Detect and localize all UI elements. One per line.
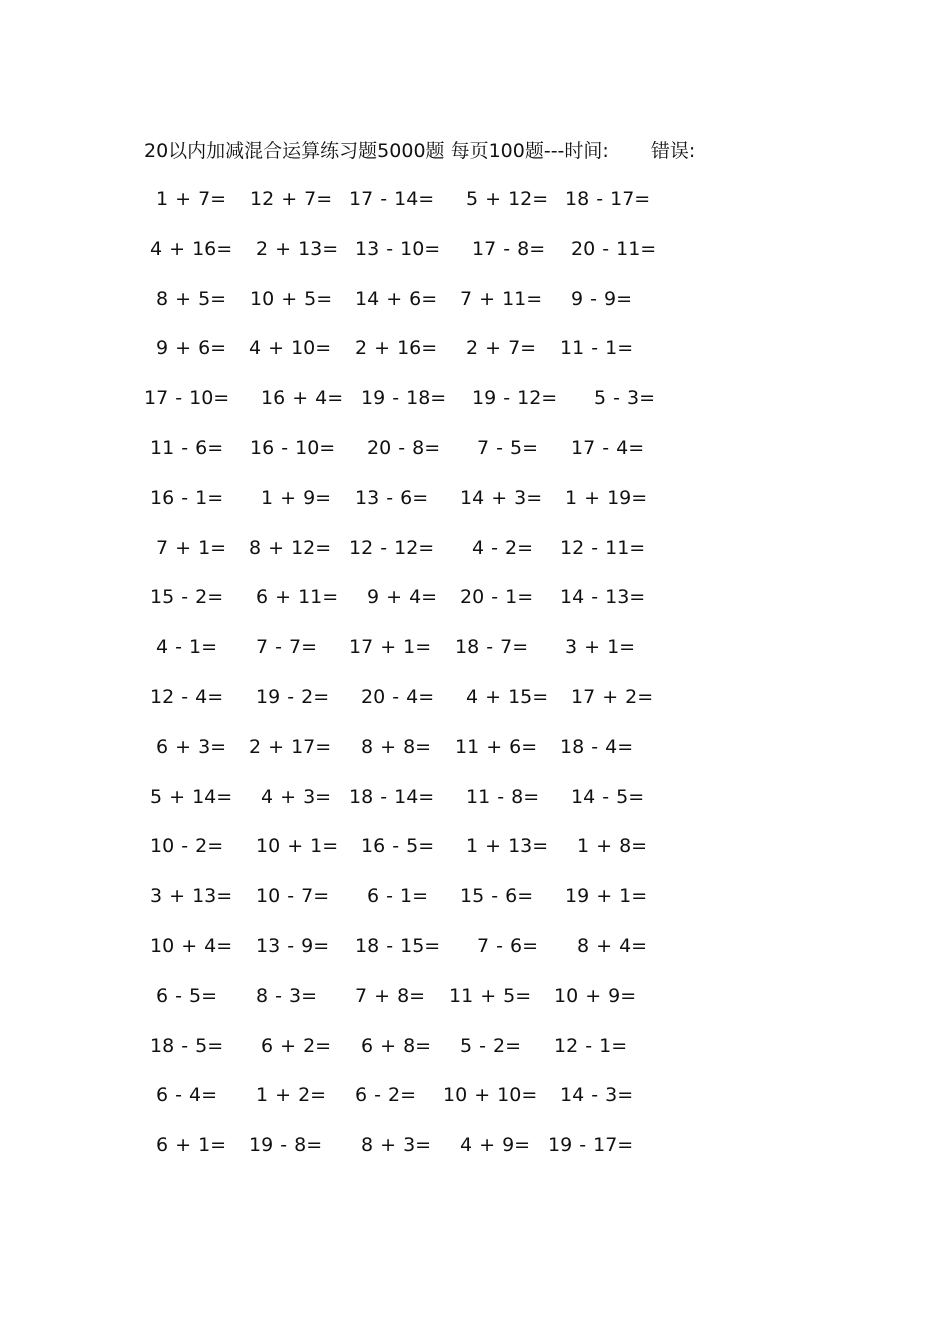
problem-item: 9 + 4= — [367, 586, 438, 609]
problem-item: 10 + 10= — [443, 1084, 538, 1107]
problem-item: 19 - 2= — [256, 686, 330, 708]
problem-item: 1 + 8= — [577, 835, 648, 858]
problem-item: 20 - 4= — [361, 686, 435, 708]
problem-item: 14 - 13= — [560, 586, 646, 609]
problem-item: 2 + 13= — [256, 237, 339, 260]
problem-item: 6 + 2= — [261, 1034, 332, 1057]
problem-item: 1 + 13= — [466, 835, 549, 858]
problem-item: 17 + 2= — [571, 686, 654, 708]
problem-item: 8 + 8= — [361, 735, 432, 758]
problem-item: 2 + 17= — [249, 735, 332, 758]
problem-item: 13 - 6= — [355, 486, 429, 509]
problem-item: 9 - 9= — [571, 287, 633, 310]
problem-item: 6 - 1= — [367, 885, 429, 908]
problem-item: 8 + 3= — [361, 1134, 432, 1157]
problem-item: 5 + 12= — [466, 188, 549, 210]
problem-item: 16 - 5= — [361, 835, 435, 858]
problem-item: 10 + 4= — [150, 935, 233, 957]
problem-item: 6 - 2= — [355, 1084, 417, 1107]
problem-item: 14 - 5= — [571, 785, 645, 808]
problem-item: 18 - 14= — [349, 785, 435, 808]
problem-item: 1 + 9= — [261, 486, 332, 509]
problem-item: 8 + 12= — [249, 536, 332, 559]
problem-item: 4 + 16= — [150, 237, 233, 260]
problem-item: 18 - 4= — [560, 735, 634, 758]
problem-item: 7 + 1= — [156, 536, 227, 559]
problem-item: 14 + 3= — [460, 486, 543, 509]
problem-item: 2 + 16= — [355, 337, 438, 360]
problem-item: 17 - 10= — [144, 387, 230, 410]
problem-item: 13 - 9= — [256, 935, 330, 957]
worksheet-title: 20以内加减混合运算练习题5000题 每页100题---时间: — [144, 140, 609, 162]
problem-item: 19 + 1= — [565, 885, 648, 908]
problem-item: 12 - 12= — [349, 536, 435, 559]
problem-item: 20 - 11= — [571, 237, 657, 260]
problem-item: 19 - 17= — [548, 1134, 634, 1157]
problem-item: 10 - 2= — [150, 835, 224, 858]
problem-item: 12 - 4= — [150, 686, 224, 708]
problem-item: 19 - 18= — [361, 387, 447, 410]
problem-item: 14 + 6= — [355, 287, 438, 310]
problem-item: 4 + 10= — [249, 337, 332, 360]
problem-item: 10 - 7= — [256, 885, 330, 908]
problem-item: 11 + 5= — [449, 984, 532, 1007]
problem-item: 5 + 14= — [150, 785, 233, 808]
problem-item: 15 - 6= — [460, 885, 534, 908]
problem-item: 1 + 19= — [565, 486, 648, 509]
errors-label: 错误: — [650, 140, 696, 162]
problem-item: 10 + 1= — [256, 835, 339, 858]
problem-item: 17 - 14= — [349, 188, 435, 210]
problem-item: 20 - 1= — [460, 586, 534, 609]
problem-item: 7 - 5= — [477, 437, 539, 459]
problem-item: 7 - 6= — [477, 935, 539, 957]
problem-item: 4 + 15= — [466, 686, 549, 708]
problem-item: 18 - 5= — [150, 1034, 224, 1057]
problem-item: 6 + 8= — [361, 1034, 432, 1057]
problem-item: 6 + 3= — [156, 735, 227, 758]
problem-item: 6 - 4= — [156, 1084, 218, 1107]
problem-item: 12 - 1= — [554, 1034, 628, 1057]
problem-item: 18 - 7= — [455, 636, 529, 659]
problem-item: 11 - 8= — [466, 785, 540, 808]
problem-item: 4 - 1= — [156, 636, 218, 659]
problem-item: 12 + 7= — [250, 188, 333, 210]
problem-item: 3 + 13= — [150, 885, 233, 908]
problem-item: 1 + 2= — [256, 1084, 327, 1107]
problem-item: 16 - 1= — [150, 486, 224, 509]
problem-item: 20 - 8= — [367, 437, 441, 459]
problem-item: 4 + 3= — [261, 785, 332, 808]
problem-item: 6 + 1= — [156, 1134, 227, 1157]
problem-item: 13 - 10= — [355, 237, 441, 260]
problem-item: 1 + 7= — [156, 188, 227, 210]
problem-item: 17 - 4= — [571, 437, 645, 459]
problem-item: 8 + 5= — [156, 287, 227, 310]
problem-item: 17 - 8= — [472, 237, 546, 260]
problem-item: 9 + 6= — [156, 337, 227, 360]
problem-item: 8 + 4= — [577, 935, 648, 957]
problem-item: 19 - 12= — [472, 387, 558, 410]
problem-item: 10 + 5= — [250, 287, 333, 310]
problem-item: 4 + 9= — [460, 1134, 531, 1157]
problem-item: 3 + 1= — [565, 636, 636, 659]
problem-item: 5 - 2= — [460, 1034, 522, 1057]
problem-item: 18 - 17= — [565, 188, 651, 210]
problem-item: 11 - 6= — [150, 437, 224, 459]
problem-item: 16 - 10= — [250, 437, 336, 459]
problem-item: 11 + 6= — [455, 735, 538, 758]
problem-item: 8 - 3= — [256, 984, 318, 1007]
problem-item: 10 + 9= — [554, 984, 637, 1007]
problem-item: 6 + 11= — [256, 586, 339, 609]
problem-item: 11 - 1= — [560, 337, 634, 360]
problem-item: 6 - 5= — [156, 984, 218, 1007]
problem-item: 15 - 2= — [150, 586, 224, 609]
problem-item: 12 - 11= — [560, 536, 646, 559]
problem-item: 18 - 15= — [355, 935, 441, 957]
problem-item: 7 + 11= — [460, 287, 543, 310]
problem-item: 2 + 7= — [466, 337, 537, 360]
problem-item: 17 + 1= — [349, 636, 432, 659]
problem-item: 7 - 7= — [256, 636, 318, 659]
problem-item: 19 - 8= — [249, 1134, 323, 1157]
problem-item: 5 - 3= — [594, 387, 656, 410]
problem-item: 16 + 4= — [261, 387, 344, 410]
problem-item: 4 - 2= — [472, 536, 534, 559]
problem-item: 14 - 3= — [560, 1084, 634, 1107]
problem-item: 7 + 8= — [355, 984, 426, 1007]
